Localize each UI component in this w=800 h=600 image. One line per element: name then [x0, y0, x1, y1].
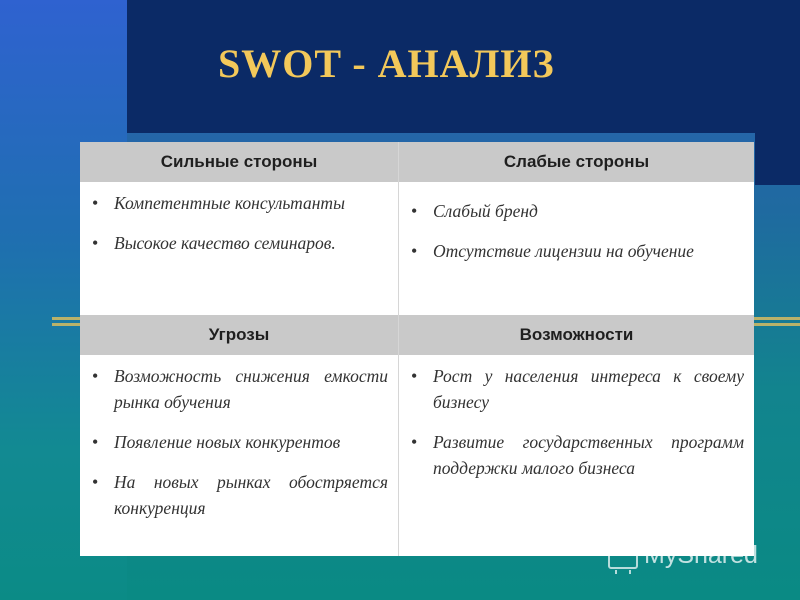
cell-threats — [80, 355, 399, 556]
list-item: • Возможность снижения емкости рынка обучения — [114, 363, 388, 415]
weaknesses-list — [399, 182, 754, 284]
list-item: • Высокое качество семинаров. — [114, 230, 388, 256]
list-item: • На новых рынках обостряется конкуренция — [114, 469, 388, 521]
content-row-bottom — [80, 355, 754, 556]
header-row-bottom — [80, 315, 754, 355]
header-strengths: Сильные стороны — [80, 142, 399, 182]
header-row-top — [80, 142, 754, 182]
decor-line-right-2 — [752, 323, 800, 326]
list-item: • Слабый бренд — [433, 198, 744, 224]
header-threats: Угрозы — [80, 315, 399, 355]
list-item: • Развитие государственных программ поддержки малого бизнеса — [433, 429, 744, 481]
cell-strengths — [80, 182, 399, 315]
list-item: • Отсутствие лицензии на обучение — [433, 238, 744, 264]
cell-weaknesses — [399, 182, 755, 315]
list-item: • Рост у населения интереса к своему бизнесу — [433, 363, 744, 415]
header-weaknesses: Слабые стороны — [399, 142, 755, 182]
strengths-list — [80, 182, 398, 276]
decor-line-left-2 — [52, 323, 82, 326]
list-item: • Появление новых конкурентов — [114, 429, 388, 455]
swot-table — [80, 142, 754, 556]
header-opportunities: Возможности — [399, 315, 755, 355]
watermark-text: MyShared — [644, 540, 758, 569]
opportunities-list — [399, 355, 754, 501]
decor-line-right — [752, 317, 800, 320]
cell-opportunities — [399, 355, 755, 556]
watermark — [608, 537, 788, 573]
content-row-top — [80, 182, 754, 315]
presentation-board-icon — [608, 541, 638, 569]
list-item: • Компетентные консультанты — [114, 190, 388, 216]
threats-list — [80, 355, 398, 541]
slide-title: SWOT - АНАЛИЗ — [218, 41, 555, 86]
decor-line-left — [52, 317, 82, 320]
title-band-extension — [755, 133, 800, 185]
